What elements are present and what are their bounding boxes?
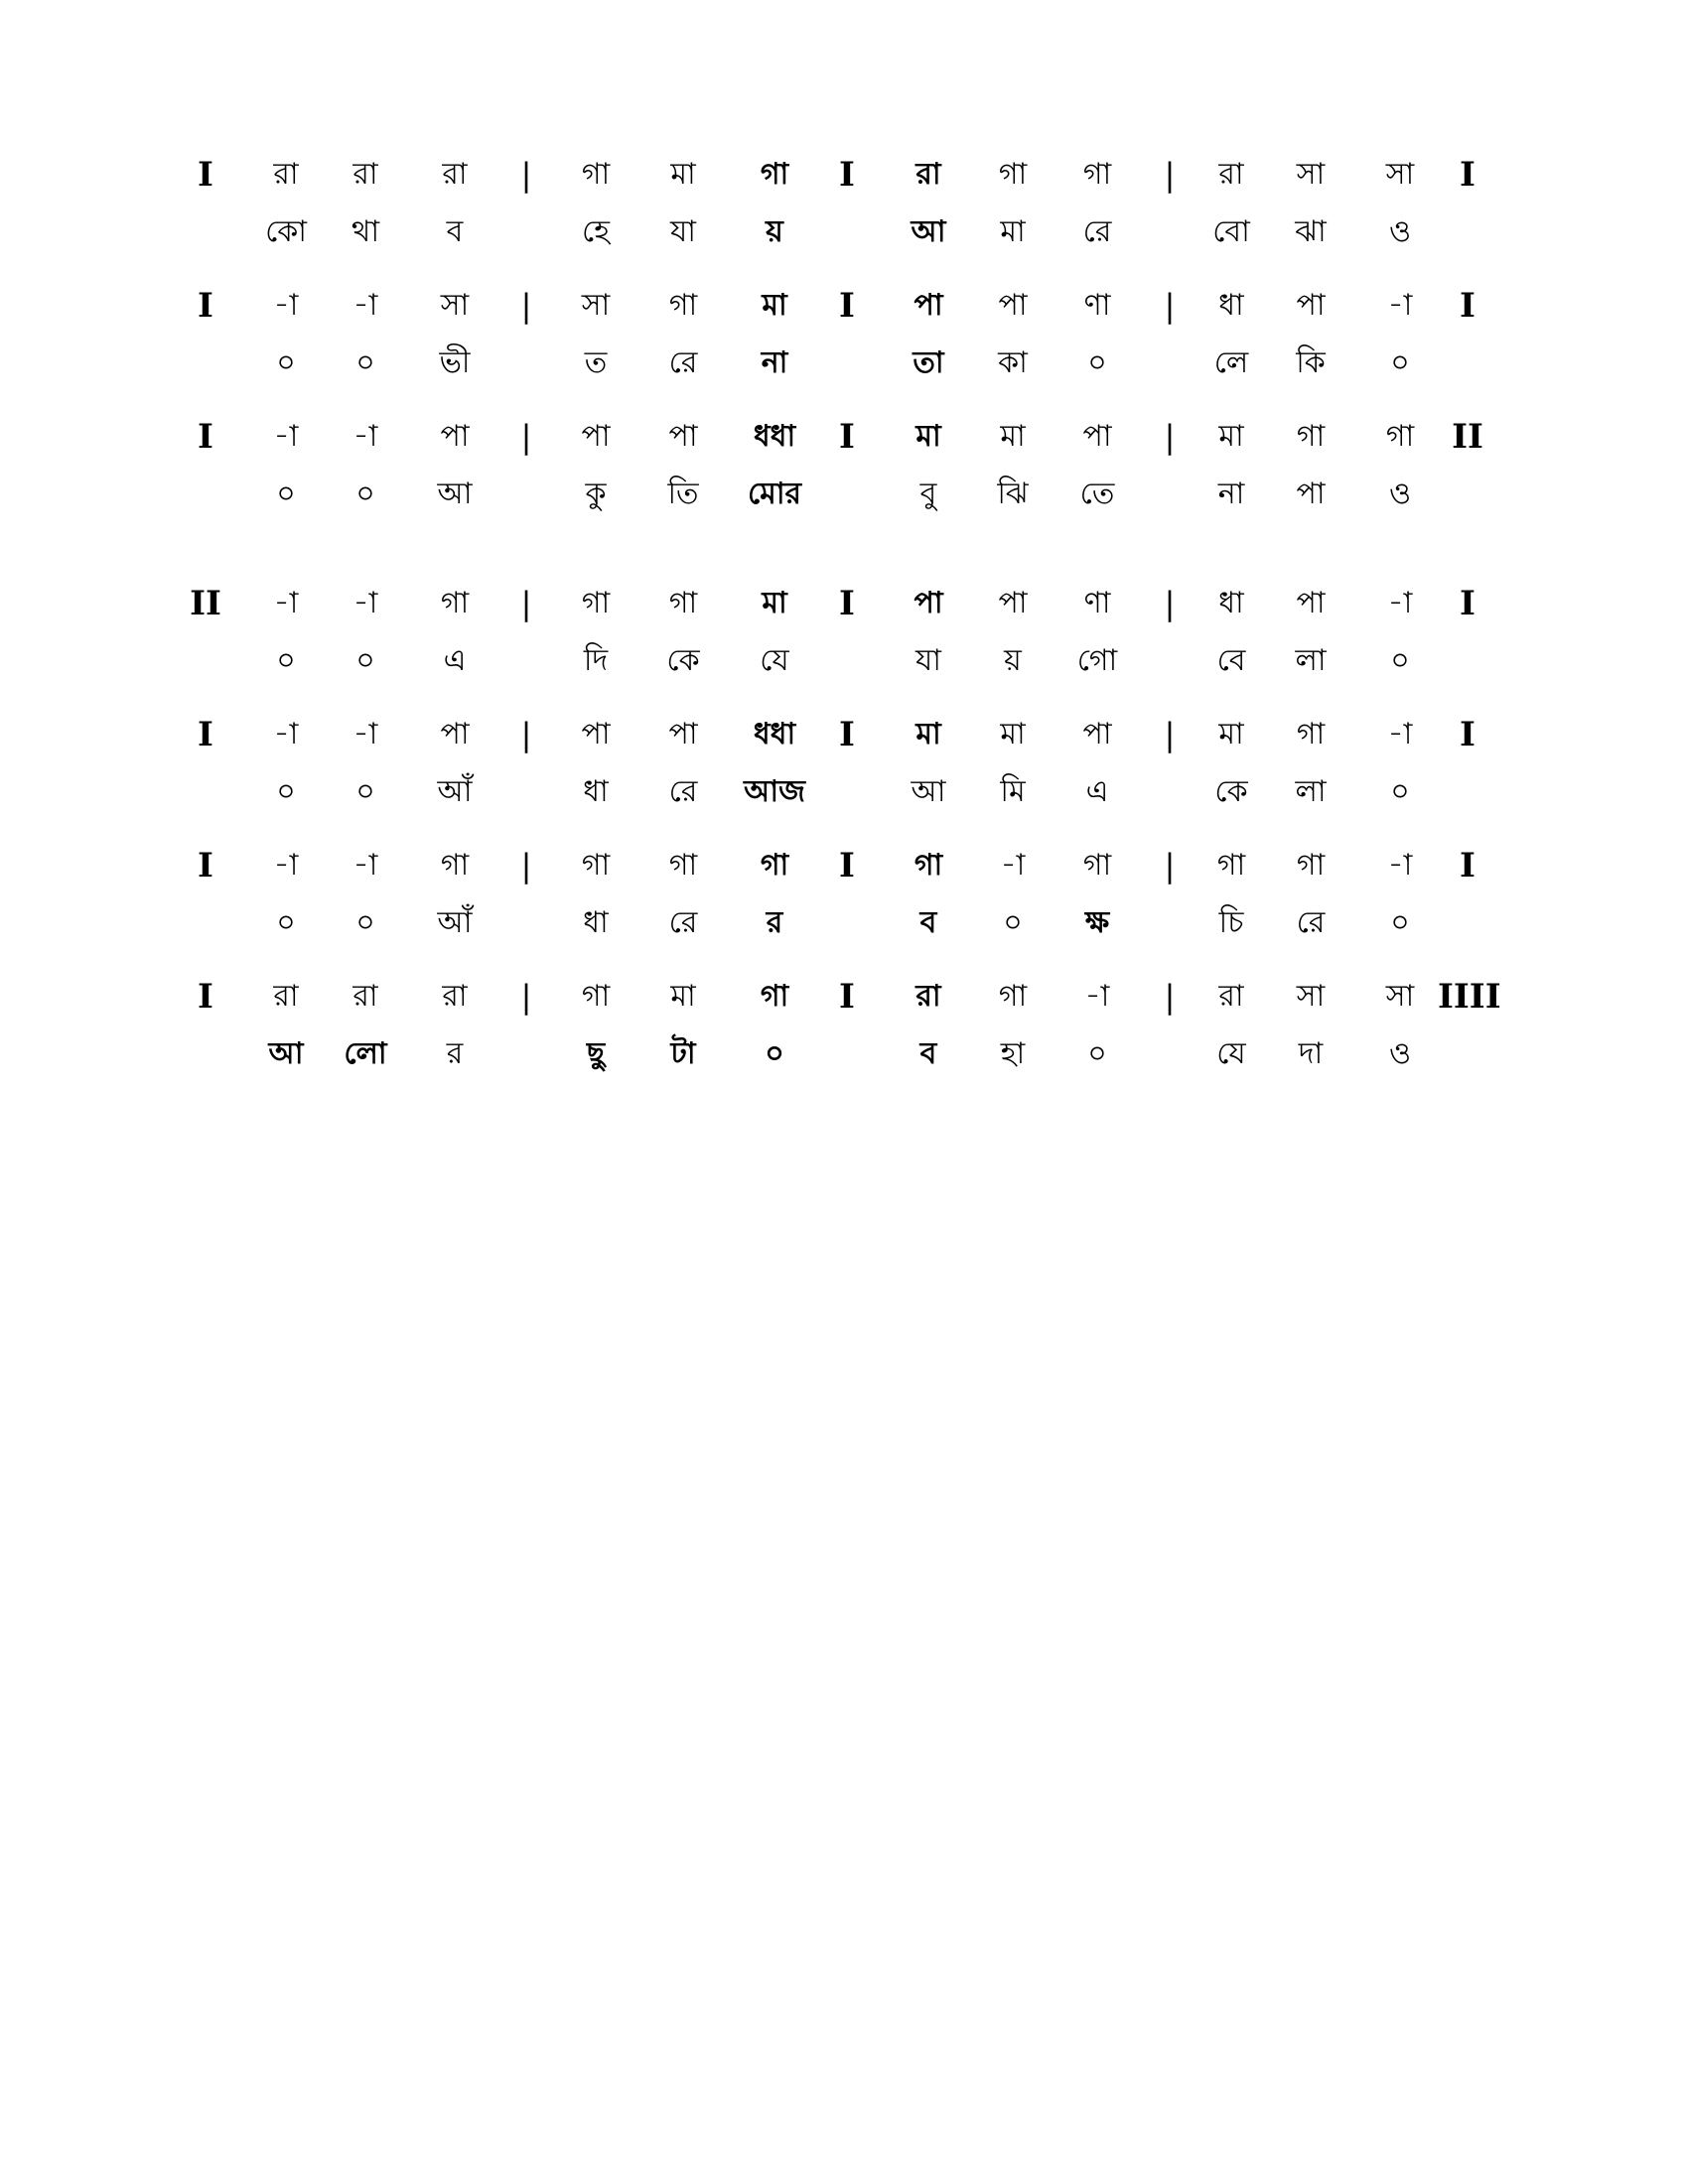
swara-note: মা — [762, 288, 787, 323]
lyric-row — [0, 471, 1688, 530]
lyric-syllable: কে — [1214, 774, 1248, 809]
lyric-syllable: ও — [1388, 1036, 1412, 1071]
swara-note: পা — [998, 288, 1028, 323]
lyric-syllable: ০ — [355, 477, 375, 511]
lyric-syllable: না — [1217, 477, 1245, 511]
swara-note: গা — [998, 157, 1028, 192]
swara-note: পা — [668, 717, 698, 751]
swara-note: -া — [1000, 848, 1026, 883]
lyric-syllable: টা — [670, 1036, 696, 1071]
bar-line: | — [1164, 978, 1176, 1016]
swara-note: -া — [1387, 288, 1413, 323]
bar-line: | — [520, 418, 532, 456]
swara-note: সা — [1385, 157, 1415, 192]
lyric-syllable: ০ — [355, 905, 375, 940]
swara-note: গা — [1082, 157, 1112, 192]
swara-note: পা — [1296, 586, 1326, 620]
lyric-row — [0, 637, 1688, 697]
bar-line: I — [1460, 846, 1476, 886]
lyric-syllable: ও — [1388, 477, 1412, 511]
lyric-syllable: না — [761, 345, 788, 380]
bar-line: | — [1164, 716, 1176, 753]
bar-line: I — [198, 715, 213, 754]
lyric-syllable: লা — [1295, 643, 1327, 678]
swara-note: গা — [1296, 848, 1326, 883]
lyric-syllable: ০ — [1390, 643, 1410, 678]
bar-line: | — [520, 585, 532, 622]
bar-line: I — [839, 286, 855, 326]
lyric-syllable: ০ — [1390, 774, 1410, 809]
lyric-syllable: ব — [919, 905, 937, 940]
lyric-syllable: তা — [913, 345, 944, 380]
swara-note: গা — [581, 586, 611, 620]
swara-row — [0, 151, 1688, 210]
swara-row — [0, 413, 1688, 473]
swara-note: ণা — [1083, 586, 1111, 620]
lyric-syllable: থা — [351, 214, 380, 249]
swara-note: -া — [352, 419, 378, 454]
swara-note: -া — [273, 586, 299, 620]
lyric-row — [0, 899, 1688, 959]
bar-line: | — [520, 287, 532, 325]
swara-note: গা — [440, 586, 470, 620]
lyric-row — [0, 340, 1688, 399]
swara-note: পা — [914, 288, 943, 323]
swara-note: মা — [670, 979, 696, 1014]
lyric-syllable: ০ — [1087, 345, 1107, 380]
bar-line: II — [190, 584, 221, 623]
swara-note: রা — [915, 979, 941, 1014]
bar-line: I — [198, 846, 213, 886]
bar-line: I — [839, 155, 855, 195]
lyric-syllable: বো — [1212, 214, 1250, 249]
swara-row — [0, 580, 1688, 639]
lyric-syllable: এ — [1085, 774, 1109, 809]
lyric-syllable: মি — [1000, 774, 1026, 809]
bar-line: I — [198, 977, 213, 1017]
lyric-syllable: ব — [446, 214, 464, 249]
lyric-row — [0, 208, 1688, 268]
swara-note: পা — [1296, 288, 1326, 323]
lyric-syllable: ০ — [355, 643, 375, 678]
swara-note: মা — [1000, 717, 1026, 751]
bar-line: I — [839, 977, 855, 1017]
bar-line: | — [520, 716, 532, 753]
swara-note: ধা — [1218, 288, 1244, 323]
lyric-syllable: চি — [1218, 905, 1244, 940]
swara-note: ণা — [1083, 288, 1111, 323]
swara-note: পা — [581, 717, 611, 751]
lyric-syllable: যা — [915, 643, 941, 678]
swara-note: রা — [352, 157, 378, 192]
lyric-syllable: ০ — [765, 1036, 784, 1071]
swara-note: গা — [760, 979, 789, 1014]
swara-note: পা — [914, 586, 943, 620]
lyric-syllable: তে — [1079, 477, 1115, 511]
swara-note: -া — [352, 288, 378, 323]
swara-row — [0, 282, 1688, 341]
swara-note: -া — [1084, 979, 1110, 1014]
swara-note: রা — [273, 157, 299, 192]
lyric-syllable: আঁ — [437, 905, 473, 940]
lyric-syllable: ক্ষ — [1084, 905, 1110, 940]
swara-note: গা — [760, 848, 789, 883]
lyric-syllable: ০ — [1390, 345, 1410, 380]
swara-note: -া — [352, 586, 378, 620]
lyric-syllable: আ — [268, 1036, 304, 1071]
lyric-syllable: ০ — [276, 477, 296, 511]
swara-note: -া — [273, 288, 299, 323]
lyric-syllable: ০ — [355, 774, 375, 809]
lyric-syllable: আ — [437, 477, 473, 511]
swara-note: মা — [915, 717, 941, 751]
lyric-syllable: এ — [443, 643, 467, 678]
lyric-syllable: মোর — [747, 477, 802, 511]
lyric-syllable: মা — [1000, 214, 1026, 249]
lyric-syllable: যে — [1216, 1036, 1246, 1071]
lyric-syllable: ০ — [276, 905, 296, 940]
swara-note: পা — [440, 419, 470, 454]
bar-line: I — [198, 155, 213, 195]
lyric-syllable: ত — [584, 345, 608, 380]
swara-note: মা — [1000, 419, 1026, 454]
swara-note: গা — [581, 979, 611, 1014]
swara-note: গা — [914, 848, 943, 883]
swara-note: মা — [915, 419, 941, 454]
swara-row — [0, 842, 1688, 901]
lyric-syllable: গো — [1076, 643, 1118, 678]
swara-note: -া — [1387, 586, 1413, 620]
lyric-syllable: কো — [265, 214, 307, 249]
lyric-syllable: কা — [998, 345, 1028, 380]
bar-line: | — [1164, 585, 1176, 622]
lyric-syllable: দা — [1298, 1036, 1324, 1071]
bar-line: | — [1164, 847, 1176, 885]
swara-note: -া — [273, 717, 299, 751]
swara-note: গা — [668, 848, 698, 883]
bar-line: I — [198, 417, 213, 457]
lyric-row — [0, 768, 1688, 828]
lyric-syllable: আ — [911, 774, 946, 809]
swara-note: পা — [581, 419, 611, 454]
swara-note: গা — [998, 979, 1028, 1014]
swara-note: -া — [273, 419, 299, 454]
lyric-syllable: রে — [668, 345, 698, 380]
bar-line: IIII — [1438, 977, 1501, 1017]
lyric-syllable: রে — [668, 905, 698, 940]
lyric-syllable: লা — [1295, 774, 1327, 809]
bar-line: I — [839, 584, 855, 623]
lyric-syllable: পা — [1296, 477, 1326, 511]
lyric-syllable: লো — [344, 1036, 387, 1071]
lyric-syllable: যা — [670, 214, 696, 249]
swara-note: পা — [1082, 717, 1112, 751]
swara-note: গা — [440, 848, 470, 883]
bar-line: I — [1460, 155, 1476, 195]
lyric-syllable: রে — [1082, 214, 1112, 249]
swara-note: পা — [440, 717, 470, 751]
bar-line: I — [1460, 584, 1476, 623]
swara-note: গা — [668, 586, 698, 620]
swara-note: গা — [1296, 717, 1326, 751]
lyric-syllable: র — [766, 905, 783, 940]
swara-note: মা — [1218, 419, 1244, 454]
lyric-syllable: য় — [1004, 643, 1022, 678]
bar-line: I — [198, 286, 213, 326]
swara-note: মা — [670, 157, 696, 192]
lyric-syllable: ঝি — [997, 477, 1029, 511]
swara-note: মা — [762, 586, 787, 620]
bar-line: | — [1164, 287, 1176, 325]
swara-note: পা — [998, 586, 1028, 620]
lyric-syllable: ও — [1388, 214, 1412, 249]
swara-note: ধা — [1218, 586, 1244, 620]
lyric-syllable: য় — [766, 214, 783, 249]
lyric-syllable: দি — [583, 643, 609, 678]
swara-note: গা — [1082, 848, 1112, 883]
swara-note: গা — [1216, 848, 1246, 883]
swara-note: রা — [1218, 157, 1244, 192]
bar-line: I — [839, 715, 855, 754]
swara-note: সা — [1385, 979, 1415, 1014]
lyric-syllable: রে — [1296, 905, 1326, 940]
lyric-syllable: ০ — [1003, 905, 1023, 940]
lyric-syllable: ০ — [276, 345, 296, 380]
lyric-syllable: র — [446, 1036, 464, 1071]
lyric-syllable: ০ — [355, 345, 375, 380]
bar-line: | — [1164, 418, 1176, 456]
lyric-syllable: হে — [582, 214, 610, 249]
lyric-syllable: কু — [585, 477, 607, 511]
swara-note: গা — [668, 288, 698, 323]
swara-note: -া — [1387, 717, 1413, 751]
lyric-syllable: রে — [668, 774, 698, 809]
lyric-syllable: লে — [1213, 345, 1249, 380]
lyric-syllable: ব — [919, 1036, 937, 1071]
swara-note: গা — [1385, 419, 1415, 454]
swara-note: ধধা — [753, 419, 796, 454]
swara-note: -া — [352, 717, 378, 751]
swara-note: রা — [273, 979, 299, 1014]
bar-line: I — [839, 846, 855, 886]
swara-note: রা — [915, 157, 941, 192]
bar-line: | — [520, 978, 532, 1016]
swara-note: ধধা — [753, 717, 796, 751]
lyric-syllable: ০ — [276, 643, 296, 678]
lyric-syllable: ধা — [583, 905, 609, 940]
swara-note: গা — [581, 157, 611, 192]
lyric-syllable: ০ — [1087, 1036, 1107, 1071]
swara-note: রা — [1218, 979, 1244, 1014]
lyric-syllable: ০ — [1390, 905, 1410, 940]
lyric-syllable: যে — [760, 643, 789, 678]
swara-note: -া — [1387, 848, 1413, 883]
swara-note: গা — [1296, 419, 1326, 454]
swara-note: -া — [352, 848, 378, 883]
swara-note: সা — [1296, 157, 1326, 192]
lyric-syllable: বু — [919, 477, 937, 511]
swara-note: রা — [442, 157, 468, 192]
swara-note: পা — [1082, 419, 1112, 454]
lyric-syllable: কি — [1296, 345, 1326, 380]
bar-line: I — [1460, 715, 1476, 754]
bar-line: | — [520, 156, 532, 194]
lyric-syllable: বে — [1216, 643, 1246, 678]
bar-line: I — [1460, 286, 1476, 326]
lyric-syllable: তি — [667, 477, 699, 511]
lyric-syllable: হা — [1000, 1036, 1026, 1071]
lyric-syllable: ছু — [586, 1036, 606, 1071]
lyric-syllable: আঁ — [437, 774, 473, 809]
lyric-syllable: ঝা — [1295, 214, 1327, 249]
lyric-syllable: ভী — [439, 345, 471, 380]
swara-note: সা — [440, 288, 470, 323]
swara-note: গা — [581, 848, 611, 883]
bar-line: | — [520, 847, 532, 885]
swara-note: রা — [442, 979, 468, 1014]
swara-note: পা — [668, 419, 698, 454]
swara-row — [0, 711, 1688, 770]
bar-line: II — [1452, 417, 1483, 457]
bar-line: | — [1164, 156, 1176, 194]
lyric-syllable: আ — [911, 214, 946, 249]
lyric-syllable: কে — [666, 643, 700, 678]
bar-line: I — [839, 417, 855, 457]
swara-note: সা — [581, 288, 611, 323]
swara-note: মা — [1218, 717, 1244, 751]
lyric-row — [0, 1030, 1688, 1090]
lyric-syllable: আজ — [744, 774, 805, 809]
swara-note: গা — [760, 157, 789, 192]
lyric-syllable: ০ — [276, 774, 296, 809]
lyric-syllable: ধা — [583, 774, 609, 809]
swara-note: রা — [352, 979, 378, 1014]
swara-note: সা — [1296, 979, 1326, 1014]
swara-row — [0, 973, 1688, 1032]
swara-note: -া — [273, 848, 299, 883]
